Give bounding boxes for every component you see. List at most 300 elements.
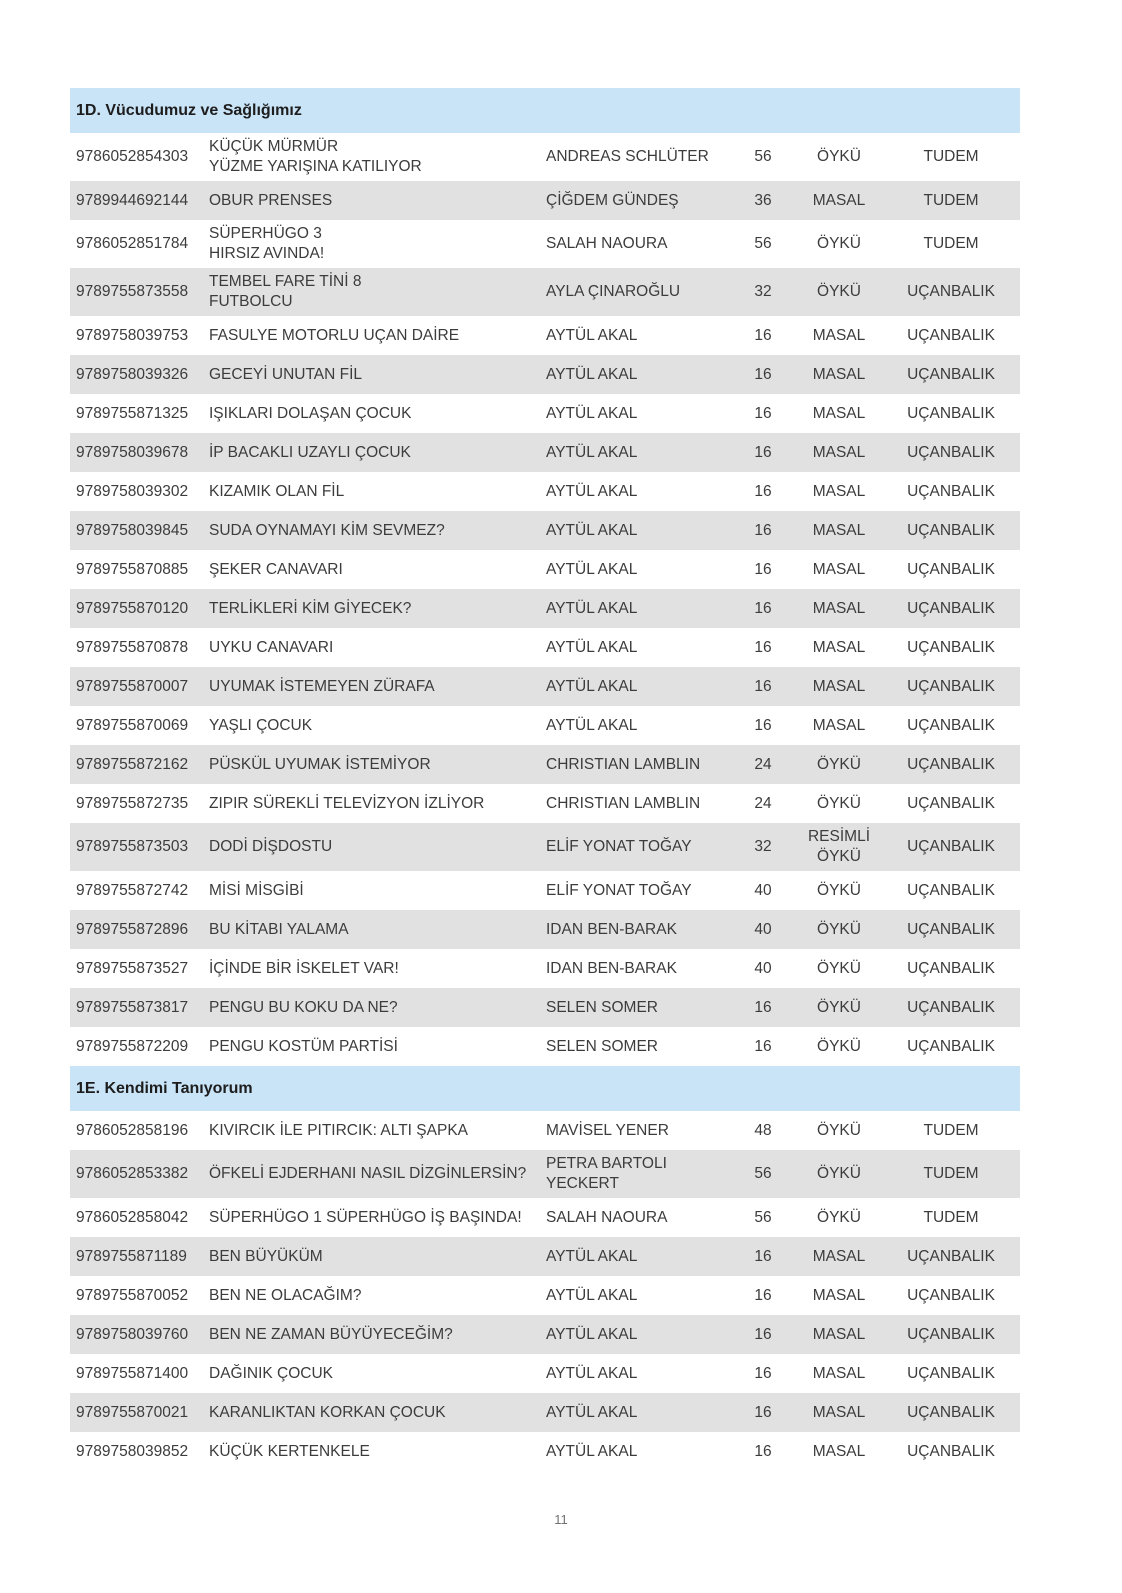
genre-cell (796, 1432, 882, 1471)
pages-cell: 56 (754, 148, 772, 165)
genre-cell (796, 1027, 882, 1066)
publisher-cell: UÇANBALIK (882, 667, 1020, 706)
genre-line: ÖYKÜ (817, 920, 861, 938)
genre-line: ÖYKÜ (817, 959, 861, 977)
publisher-cell: TUDEM (923, 148, 979, 165)
genre-line: RESİMLİ (807, 828, 870, 845)
pages-cell: 16 (730, 1237, 796, 1276)
genre-cell (796, 1315, 882, 1354)
title-line: GECEYİ UNUTAN FİL (209, 365, 363, 383)
author-cell (540, 628, 730, 667)
title-line: SÜPERHÜGO 1 SÜPERHÜGO İŞ BAŞINDA! (209, 1208, 522, 1226)
genre-cell (796, 394, 882, 433)
isbn-cell: 9789755870885 (76, 560, 189, 578)
genre-cell (796, 472, 882, 511)
title-line: ŞEKER CANAVARI (209, 560, 343, 578)
title-cell (203, 181, 540, 220)
table-row (70, 784, 1020, 823)
genre-cell (796, 1111, 882, 1150)
table-row (70, 1237, 1020, 1276)
publisher-cell: UÇANBALIK (882, 268, 1020, 316)
genre-line: MASAL (812, 638, 866, 656)
title-cell (203, 823, 540, 871)
pages-cell: 32 (730, 268, 796, 316)
author-line: SALAH NAOURA (546, 235, 668, 252)
pages-cell: 32 (730, 823, 796, 871)
table-row (70, 1027, 1020, 1066)
publisher-cell: UÇANBALIK (882, 589, 1020, 628)
title-line: KÜÇÜK MÜRMÜR (209, 138, 339, 155)
title-line: KÜÇÜK KERTENKELE (209, 1442, 370, 1460)
pages-cell: 16 (754, 1286, 772, 1304)
publisher-cell: UÇANBALIK (882, 745, 1020, 784)
genre-line: MASAL (812, 365, 866, 383)
genre-cell (796, 1237, 882, 1276)
author-line: ANDREAS SCHLÜTER (546, 148, 709, 165)
isbn-cell: 9789755871325 (76, 404, 189, 422)
genre-line: ÖYKÜ (817, 998, 861, 1016)
isbn-cell: 9786052858042 (76, 1208, 189, 1226)
section-title: 1D. Vücudumuz ve Sağlığımız (70, 88, 1020, 133)
title-cell (203, 511, 540, 550)
title-line: TEMBEL FARE TİNİ 8 (209, 273, 362, 290)
author-cell (540, 1276, 730, 1315)
pages-cell: 16 (754, 638, 772, 656)
title-line: SUDA OYNAMAYI KİM SEVMEZ? (209, 521, 445, 539)
author-cell (540, 133, 730, 181)
title-line: TERLİKLERİ KİM GİYECEK? (209, 599, 412, 617)
title-cell (203, 1315, 540, 1354)
genre-cell (796, 745, 882, 784)
title-cell (203, 1276, 540, 1315)
author-line: AYTÜL AKAL (546, 443, 638, 461)
isbn-cell: 9789755873527 (76, 959, 189, 977)
isbn-cell: 9789944692144 (70, 181, 203, 220)
author-cell (540, 589, 730, 628)
author-cell (540, 511, 730, 550)
isbn-cell: 9789758039678 (70, 433, 203, 472)
pages-cell: 40 (730, 910, 796, 949)
title-line: YÜZME YARIŞINA KATILIYOR (209, 158, 422, 175)
publisher-cell: UÇANBALIK (882, 1315, 1020, 1354)
author-cell (540, 220, 730, 268)
publisher-cell: UÇANBALIK (907, 959, 995, 977)
title-cell (203, 133, 540, 181)
isbn-cell: 9789755870120 (70, 589, 203, 628)
genre-line: ÖYKÜ (817, 235, 861, 252)
title-line: DODİ DİŞDOSTU (209, 838, 333, 855)
title-line: KIZAMIK OLAN FİL (209, 482, 345, 500)
table-row (70, 433, 1020, 472)
table-row (70, 550, 1020, 589)
author-line: AYTÜL AKAL (546, 1364, 638, 1382)
publisher-cell: UÇANBALIK (882, 1237, 1020, 1276)
publisher-cell: UÇANBALIK (907, 1364, 995, 1382)
genre-cell (796, 1393, 882, 1432)
author-cell (540, 949, 730, 988)
author-line: CHRISTIAN LAMBLIN (546, 755, 701, 773)
pages-cell: 16 (730, 355, 796, 394)
author-cell (540, 1237, 730, 1276)
author-line: AYLA ÇINAROĞLU (546, 283, 681, 300)
title-cell (203, 1354, 540, 1393)
title-cell (203, 706, 540, 745)
author-line: AYTÜL AKAL (546, 1247, 638, 1265)
pages-cell: 40 (754, 881, 772, 899)
author-cell (540, 1315, 730, 1354)
genre-cell (796, 667, 882, 706)
pages-cell: 40 (754, 959, 772, 977)
author-line: AYTÜL AKAL (546, 1442, 638, 1460)
publisher-cell: UÇANBALIK (907, 326, 995, 344)
author-cell (540, 1393, 730, 1432)
title-cell (203, 1111, 540, 1150)
genre-cell (796, 823, 882, 871)
author-cell (540, 871, 730, 910)
isbn-cell: 9789755872209 (76, 1037, 189, 1055)
author-cell (540, 472, 730, 511)
pages-cell: 56 (754, 235, 772, 252)
pages-cell: 16 (730, 667, 796, 706)
genre-cell (796, 1276, 882, 1315)
genre-cell (796, 988, 882, 1027)
genre-line: MASAL (812, 716, 866, 734)
publisher-cell: TUDEM (882, 1150, 1020, 1198)
genre-line: MASAL (812, 404, 866, 422)
publisher-cell: UÇANBALIK (907, 404, 995, 422)
author-line: AYTÜL AKAL (546, 677, 638, 695)
table-row (70, 1354, 1020, 1393)
isbn-cell: 9789755870069 (76, 716, 189, 734)
title-cell (203, 472, 540, 511)
title-cell (203, 220, 540, 268)
genre-line: MASAL (812, 191, 866, 209)
genre-cell (796, 784, 882, 823)
pages-cell: 16 (730, 511, 796, 550)
pages-cell: 16 (730, 589, 796, 628)
author-cell (540, 550, 730, 589)
publisher-cell: UÇANBALIK (907, 638, 995, 656)
title-line: YAŞLI ÇOCUK (209, 716, 313, 734)
isbn-cell: 9789755873558 (70, 268, 203, 316)
title-cell (203, 745, 540, 784)
author-line: CHRISTIAN LAMBLIN (546, 794, 701, 812)
publisher-cell: TUDEM (923, 1121, 979, 1139)
author-line: SELEN SOMER (546, 1037, 658, 1055)
table-row (70, 910, 1020, 949)
title-line: BEN BÜYÜKÜM (209, 1247, 323, 1265)
genre-line: ÖYKÜ (817, 755, 861, 773)
author-cell (540, 181, 730, 220)
genre-cell (796, 550, 882, 589)
genre-line: MASAL (812, 482, 866, 500)
title-line: ZIPIR SÜREKLİ TELEVİZYON İZLİYOR (209, 794, 485, 812)
isbn-cell: 9789755870052 (76, 1286, 189, 1304)
table-row (70, 355, 1020, 394)
title-line: DAĞINIK ÇOCUK (209, 1364, 334, 1382)
section-header-row (70, 1066, 1020, 1111)
author-line: AYTÜL AKAL (546, 365, 638, 383)
author-cell (540, 1027, 730, 1066)
title-cell (203, 988, 540, 1027)
isbn-cell: 9789758039845 (70, 511, 203, 550)
publisher-cell: UÇANBALIK (907, 881, 995, 899)
table-row (70, 988, 1020, 1027)
genre-line: ÖYKÜ (817, 1037, 861, 1055)
publisher-cell: UÇANBALIK (882, 988, 1020, 1027)
pages-cell: 56 (730, 1150, 796, 1198)
publisher-cell: UÇANBALIK (907, 1286, 995, 1304)
title-line: UYKU CANAVARI (209, 638, 334, 656)
genre-line: ÖYKÜ (817, 881, 861, 899)
genre-line: MASAL (812, 1403, 866, 1421)
title-cell (203, 394, 540, 433)
genre-cell (796, 355, 882, 394)
author-cell (540, 1198, 730, 1237)
title-line: SÜPERHÜGO 3 (209, 225, 322, 242)
isbn-cell: 9789755871400 (76, 1364, 189, 1382)
publisher-cell: UÇANBALIK (907, 794, 995, 812)
author-cell (540, 988, 730, 1027)
page-number: 11 (554, 1512, 568, 1527)
genre-line: MASAL (812, 521, 866, 539)
genre-cell (796, 949, 882, 988)
genre-cell (796, 268, 882, 316)
pages-cell: 16 (754, 1037, 772, 1055)
catalog-table-container (70, 88, 1020, 1471)
title-line: PÜSKÜL UYUMAK İSTEMİYOR (209, 755, 431, 773)
title-line: OBUR PRENSES (209, 191, 333, 209)
author-line: AYTÜL AKAL (546, 1403, 638, 1421)
genre-line: ÖYKÜ (817, 148, 861, 165)
section-header-row (70, 88, 1020, 133)
author-line: AYTÜL AKAL (546, 404, 638, 422)
title-line: BEN NE OLACAĞIM? (209, 1286, 362, 1304)
pages-cell: 16 (730, 433, 796, 472)
table-row (70, 706, 1020, 745)
table-row (70, 511, 1020, 550)
publisher-cell: UÇANBALIK (907, 1442, 995, 1460)
author-line: ELİF YONAT TOĞAY (546, 881, 692, 899)
genre-cell (796, 316, 882, 355)
publisher-cell: UÇANBALIK (882, 823, 1020, 871)
author-cell (540, 394, 730, 433)
author-line: AYTÜL AKAL (546, 482, 638, 500)
pages-cell: 24 (754, 794, 772, 812)
pages-cell: 16 (754, 404, 772, 422)
title-line: ÖFKELİ EJDERHANI NASIL DİZGİNLERSİN? (209, 1165, 527, 1182)
publisher-cell: UÇANBALIK (907, 1037, 995, 1055)
table-row (70, 1150, 1020, 1198)
pages-cell: 16 (730, 1393, 796, 1432)
genre-cell (796, 220, 882, 268)
title-line: PENGU BU KOKU DA NE? (209, 998, 398, 1016)
isbn-cell: 9789758039326 (70, 355, 203, 394)
genre-line: MASAL (812, 1442, 866, 1460)
isbn-cell: 9786052858196 (76, 1121, 189, 1139)
author-cell (540, 316, 730, 355)
author-line: AYTÜL AKAL (546, 521, 638, 539)
title-cell (203, 1237, 540, 1276)
genre-line: MASAL (812, 326, 866, 344)
title-line: HIRSIZ AVINDA! (209, 245, 325, 262)
author-line: IDAN BEN-BARAK (546, 959, 677, 977)
title-cell (203, 628, 540, 667)
table-row (70, 472, 1020, 511)
publisher-cell: TUDEM (923, 1208, 979, 1226)
pages-cell: 16 (730, 1315, 796, 1354)
pages-cell: 16 (730, 988, 796, 1027)
genre-line: MASAL (812, 1364, 866, 1382)
publisher-cell: UÇANBALIK (882, 355, 1020, 394)
title-cell (203, 1027, 540, 1066)
genre-line: MASAL (812, 560, 866, 578)
title-cell (203, 784, 540, 823)
genre-cell (796, 181, 882, 220)
title-line: KIVIRCIK İLE PITIRCIK: ALTI ŞAPKA (209, 1121, 468, 1139)
genre-line: MASAL (812, 1286, 866, 1304)
isbn-cell: 9789758039760 (70, 1315, 203, 1354)
pages-cell: 16 (754, 482, 772, 500)
genre-line: ÖYKÜ (817, 794, 861, 812)
author-line: AYTÜL AKAL (546, 560, 638, 578)
genre-cell (796, 133, 882, 181)
isbn-cell: 9789755870007 (70, 667, 203, 706)
table-row (70, 1393, 1020, 1432)
genre-line: MASAL (812, 443, 866, 461)
genre-cell (796, 871, 882, 910)
catalog-table-body (70, 88, 1020, 1471)
title-cell (203, 268, 540, 316)
title-line: KARANLIKTAN KORKAN ÇOCUK (209, 1403, 446, 1421)
publisher-cell: UÇANBALIK (907, 482, 995, 500)
author-line: AYTÜL AKAL (546, 1286, 638, 1304)
isbn-cell: 9789755870878 (76, 638, 189, 656)
genre-cell (796, 589, 882, 628)
author-cell (540, 823, 730, 871)
pages-cell: 56 (754, 1208, 772, 1226)
title-line: UYUMAK İSTEMEYEN ZÜRAFA (209, 677, 435, 695)
author-line: SALAH NAOURA (546, 1208, 668, 1226)
title-line: FUTBOLCU (209, 293, 293, 310)
title-cell (203, 910, 540, 949)
book-catalog-table (70, 88, 1020, 1471)
title-cell (203, 1432, 540, 1471)
author-cell (540, 433, 730, 472)
author-line: SELEN SOMER (546, 998, 658, 1016)
isbn-cell: 9789755873503 (70, 823, 203, 871)
genre-line: MASAL (812, 1325, 866, 1343)
isbn-cell: 9789755872896 (70, 910, 203, 949)
table-row (70, 220, 1020, 268)
author-line: AYTÜL AKAL (546, 599, 638, 617)
genre-cell (796, 628, 882, 667)
table-row (70, 949, 1020, 988)
author-line: PETRA BARTOLI (546, 1155, 667, 1172)
isbn-cell: 9789755870021 (70, 1393, 203, 1432)
table-row (70, 1276, 1020, 1315)
publisher-cell: UÇANBALIK (907, 716, 995, 734)
isbn-cell: 9789755872735 (76, 794, 189, 812)
pages-cell: 36 (730, 181, 796, 220)
pages-cell: 16 (754, 560, 772, 578)
isbn-cell: 9789758039753 (76, 326, 189, 344)
author-cell (540, 1354, 730, 1393)
author-cell (540, 784, 730, 823)
publisher-cell: UÇANBALIK (882, 511, 1020, 550)
table-row (70, 667, 1020, 706)
title-cell (203, 589, 540, 628)
genre-line: ÖYKÜ (817, 1208, 861, 1226)
genre-cell (796, 1198, 882, 1237)
isbn-cell: 9786052853382 (70, 1150, 203, 1198)
title-line: FASULYE MOTORLU UÇAN DAİRE (209, 326, 460, 344)
author-cell (540, 1150, 730, 1198)
author-line: IDAN BEN-BARAK (546, 920, 677, 938)
table-row (70, 1111, 1020, 1150)
genre-line: MASAL (812, 599, 866, 617)
genre-line: MASAL (812, 1247, 866, 1265)
isbn-cell: 9786052854303 (76, 148, 189, 165)
pages-cell: 16 (754, 1442, 772, 1460)
title-cell (203, 433, 540, 472)
table-row (70, 745, 1020, 784)
genre-line: MASAL (812, 677, 866, 695)
pages-cell: 16 (754, 716, 772, 734)
title-line: IŞIKLARI DOLAŞAN ÇOCUK (209, 404, 412, 422)
pages-cell: 48 (754, 1121, 772, 1139)
author-cell (540, 667, 730, 706)
genre-cell (796, 1354, 882, 1393)
table-row (70, 589, 1020, 628)
title-line: PENGU KOSTÜM PARTİSİ (209, 1037, 398, 1055)
title-line: BEN NE ZAMAN BÜYÜYECEĞİM? (209, 1325, 453, 1343)
publisher-cell: UÇANBALIK (907, 560, 995, 578)
author-line: AYTÜL AKAL (546, 638, 638, 656)
title-cell (203, 355, 540, 394)
author-line: MAVİSEL YENER (546, 1121, 669, 1139)
table-row (70, 1315, 1020, 1354)
title-cell (203, 316, 540, 355)
title-line: İÇİNDE BİR İSKELET VAR! (209, 959, 399, 977)
author-line: ÇİĞDEM GÜNDEŞ (546, 191, 679, 209)
isbn-cell: 9789755872162 (70, 745, 203, 784)
author-cell (540, 910, 730, 949)
title-line: BU KİTABI YALAMA (209, 920, 349, 938)
genre-cell (796, 1150, 882, 1198)
author-cell (540, 1111, 730, 1150)
genre-cell (796, 910, 882, 949)
isbn-cell: 9789755871189 (70, 1237, 203, 1276)
genre-cell (796, 706, 882, 745)
author-cell (540, 268, 730, 316)
isbn-cell: 9789758039302 (76, 482, 189, 500)
section-title: 1E. Kendimi Tanıyorum (70, 1066, 1020, 1111)
table-row (70, 871, 1020, 910)
publisher-cell: TUDEM (882, 181, 1020, 220)
title-line: İP BACAKLI UZAYLI ÇOCUK (209, 443, 411, 461)
publisher-cell: UÇANBALIK (882, 433, 1020, 472)
publisher-cell: UÇANBALIK (882, 910, 1020, 949)
title-cell (203, 949, 540, 988)
title-cell (203, 1198, 540, 1237)
table-row (70, 181, 1020, 220)
author-line: AYTÜL AKAL (546, 1325, 638, 1343)
author-line: ELİF YONAT TOĞAY (546, 838, 692, 855)
table-row (70, 1198, 1020, 1237)
table-row (70, 394, 1020, 433)
isbn-cell: 9789755872742 (76, 881, 189, 899)
